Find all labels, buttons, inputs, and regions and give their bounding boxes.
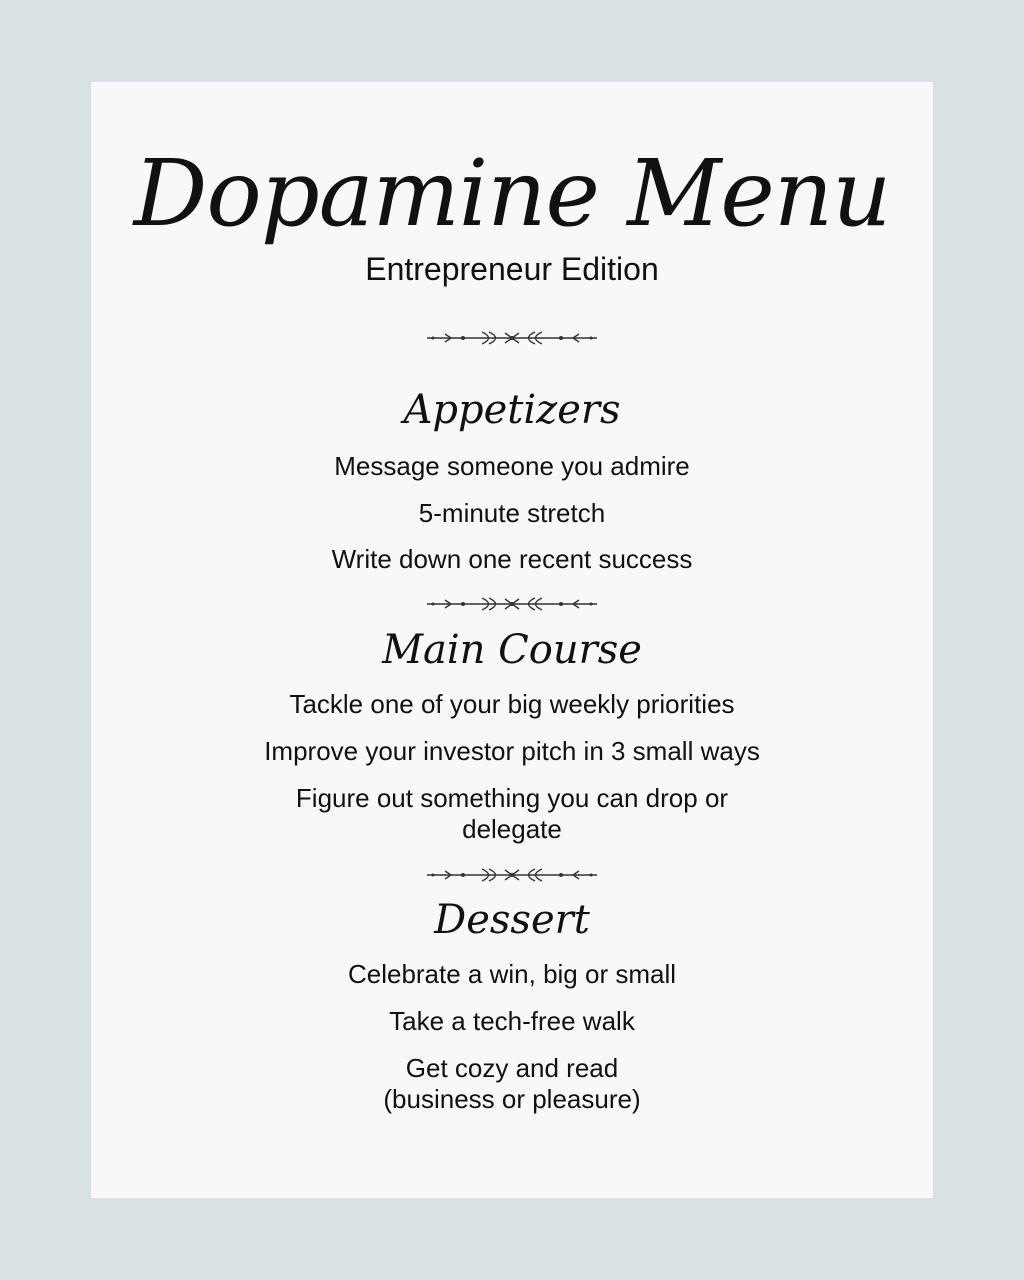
flourish-divider-icon [427, 865, 597, 885]
menu-item: Take a tech-free walk [389, 1006, 635, 1036]
menu-item: Get cozy and read (business or pleasure) [383, 1053, 641, 1114]
flourish-divider-icon [427, 594, 597, 614]
menu-subtitle: Entrepreneur Edition [365, 251, 659, 287]
menu-item: Message someone you admire [334, 451, 690, 481]
menu-card [91, 82, 933, 1198]
menu-item: Figure out something you can drop or delegate [295, 783, 729, 844]
menu-title: Dopamine Menu [133, 140, 891, 247]
menu-item: Celebrate a win, big or small [347, 959, 677, 989]
section-heading-dessert: Dessert [434, 897, 590, 943]
menu-item: 5-minute stretch [418, 498, 606, 528]
menu-item: Write down one recent success [331, 544, 693, 574]
flourish-divider-icon [427, 328, 597, 348]
section-heading-appetizers: Appetizers [403, 387, 621, 433]
menu-item: Improve your investor pitch in 3 small ways [264, 736, 760, 766]
section-heading-main-course: Main Course [382, 627, 642, 673]
menu-item: Tackle one of your big weekly priorities [289, 689, 735, 719]
